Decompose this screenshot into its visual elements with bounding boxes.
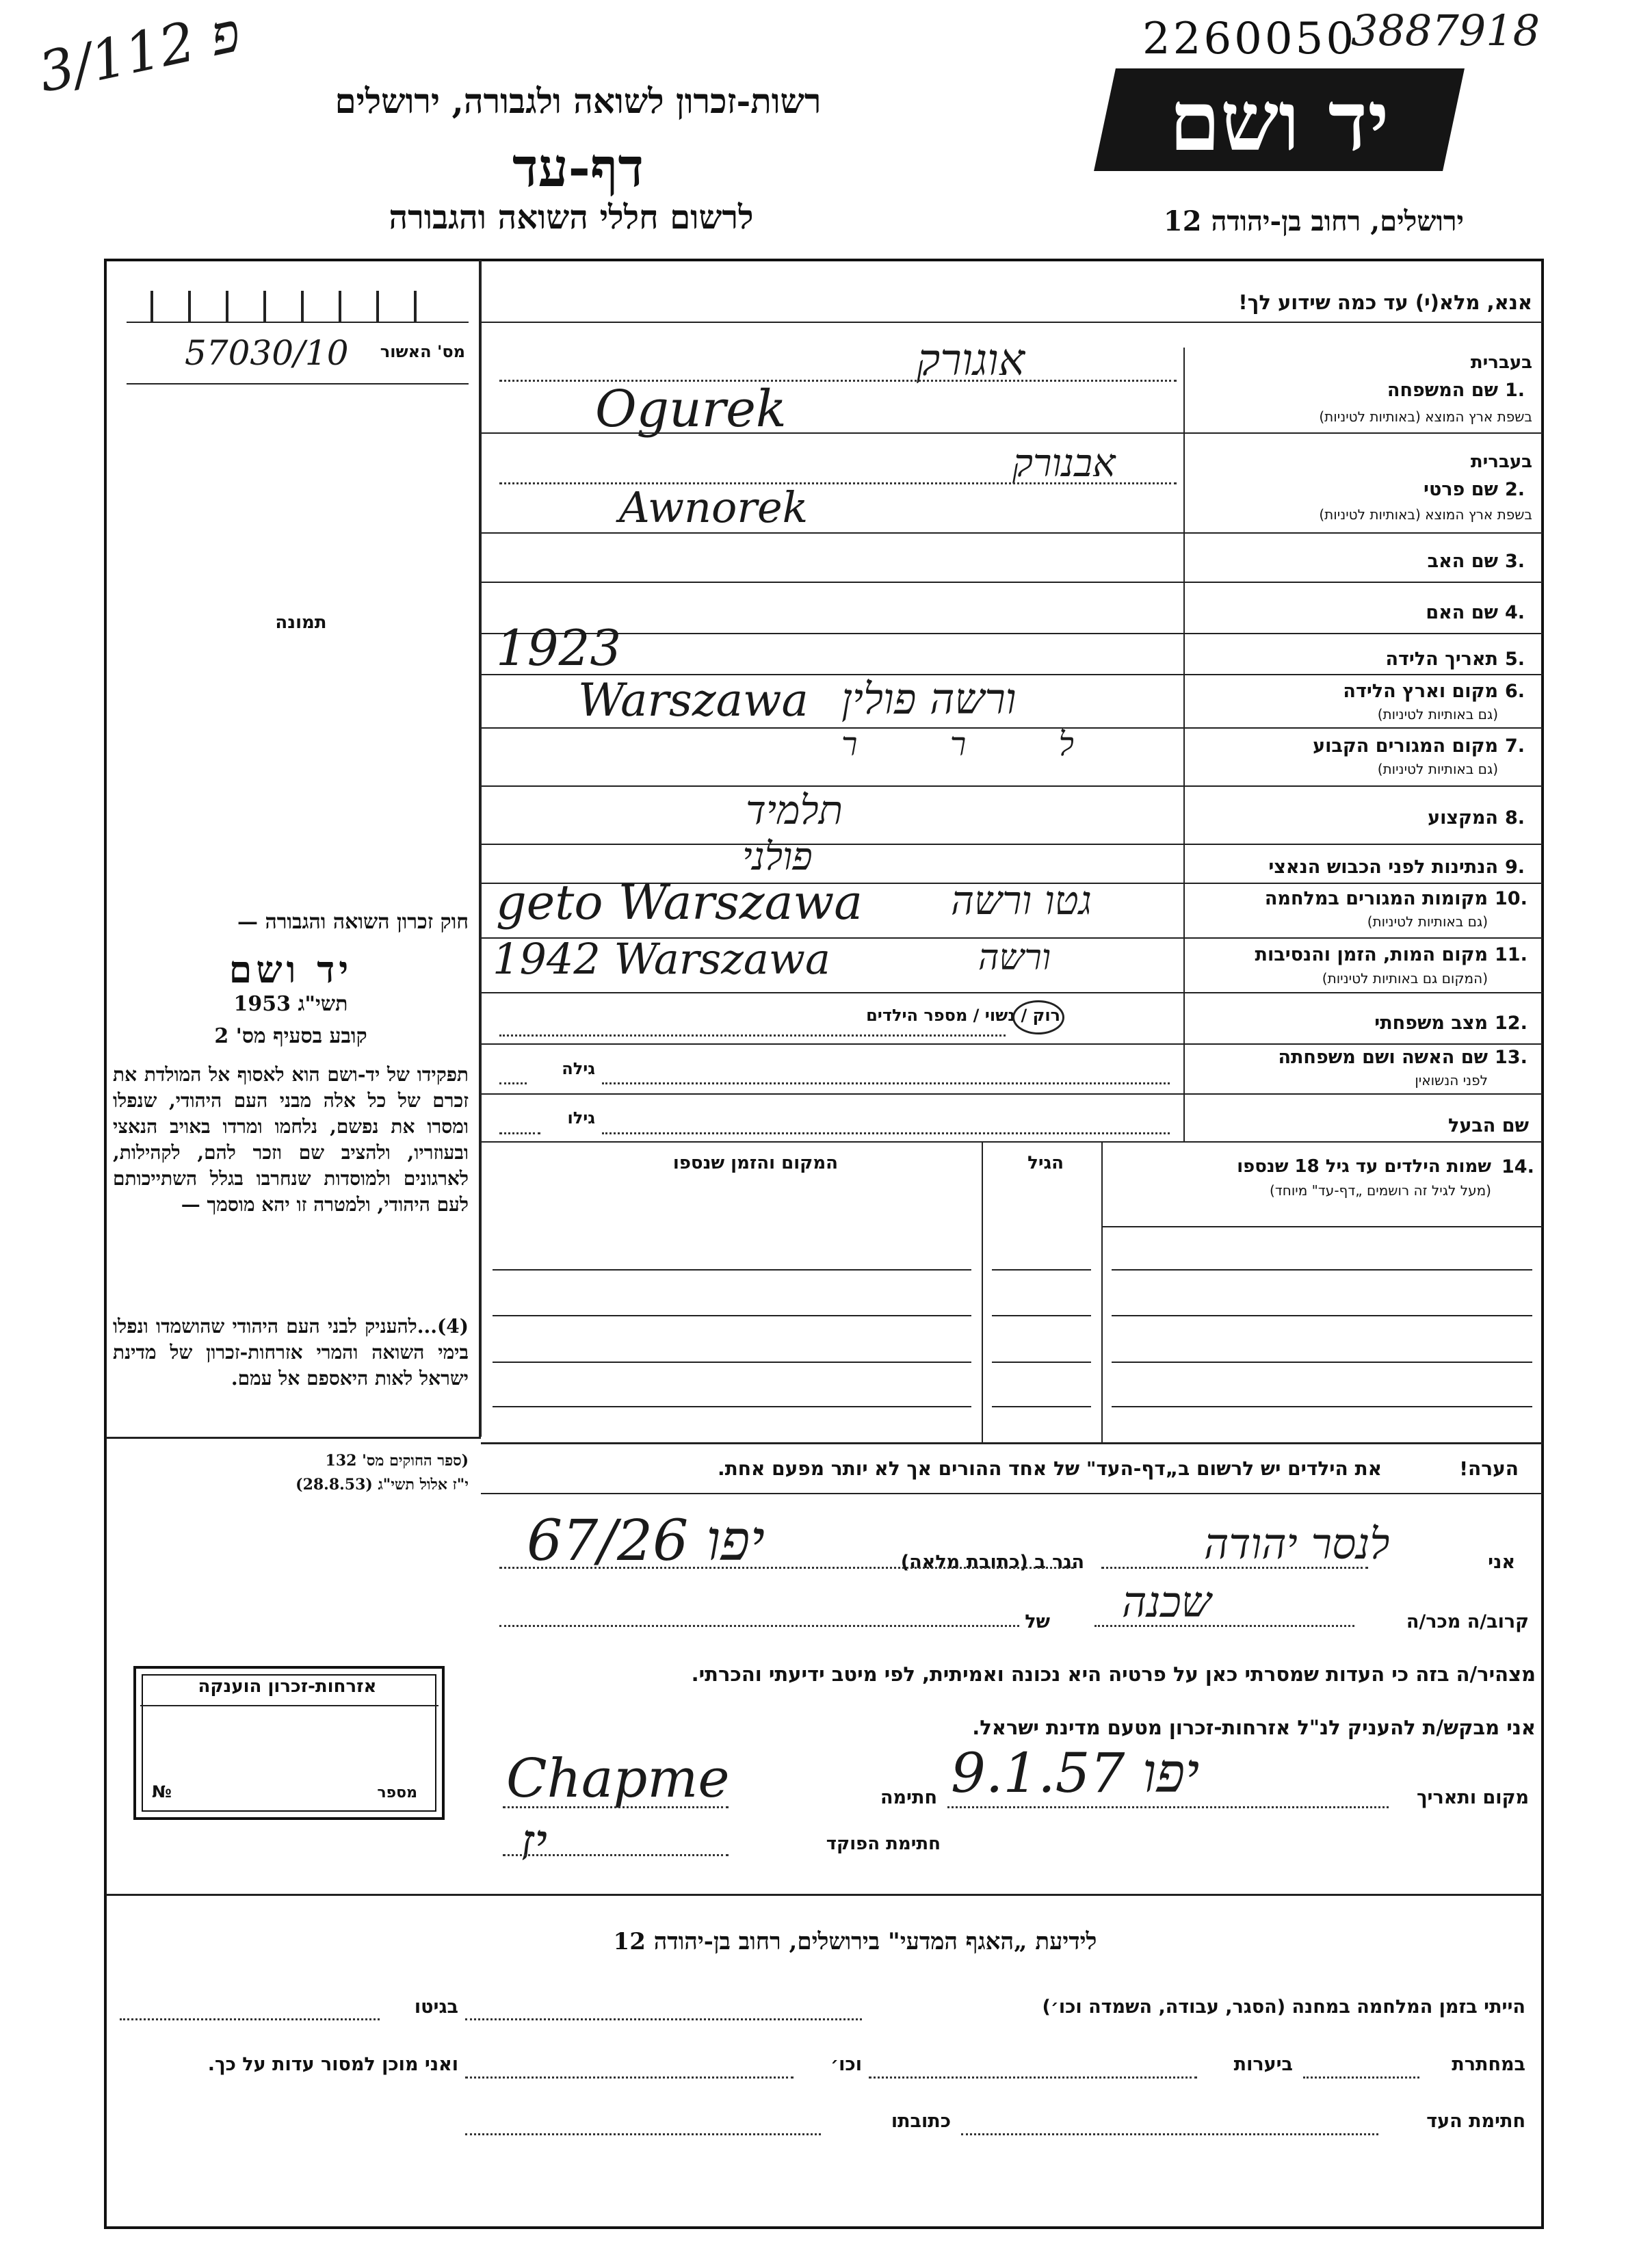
field-7-number: 7. [1505,735,1525,757]
field-10-hint: (גם באותיות לטיניות) [1367,913,1488,930]
field-14-number: 14. [1502,1156,1534,1177]
field-13-number: 13. [1495,1047,1528,1068]
field-1-value-hebrew[interactable]: אוגורק [917,335,1025,386]
law-name: יד ושם [228,948,353,991]
field-12-label: מצב משפחתי [1374,1013,1488,1034]
field-10-value-hebrew[interactable]: גטו ורשה [951,877,1092,924]
tick-marks [150,291,451,322]
form-intro: אנא, מלא(י) עד כמה שידוע לך! [1238,291,1532,314]
field-12-circle-mark [1012,1000,1064,1034]
declarant-address[interactable]: יפו 67/26 [527,1509,765,1574]
declarant-name[interactable]: לנסר יהודה [1204,1519,1390,1569]
field-1-lang: בעברית [1470,352,1532,373]
field-11-label: מקום המות, הזמן והנסיבות [1255,944,1488,965]
field-6-value-latin[interactable]: Warszawa [578,674,809,727]
declarant-i-label: אני [1488,1552,1515,1573]
field-11-hint: (המקום גם באותיות לטיניות) [1322,970,1488,987]
law-body: תפקידו של יד-ושם הוא לאסוף אל המולדת את זכרם של כל אלה מבני העם היהודי, שנפלו ומסרו את נפשם, נלחמו ומרדו באויב הנאצי ובעוזריו, ולהציב שם וזכר להם, לקהילות, לארגונים ולמוסדות שנחרבו בגלל השתייכותם לעם היהודי, ולמטרה זו יהא מוסמך — [113,1063,469,1216]
field-3-number: 3. [1505,551,1525,572]
field-11-value-latin[interactable]: 1942 Warszawa [493,934,830,984]
footer-address-label: כתובתו [891,2111,951,2132]
field-12-options[interactable]: רוק / נשוי / מספר הילדים [866,1006,1060,1025]
field-9-value[interactable]: פולני [742,835,813,879]
field-6-label: מקום וארץ הלידה [1343,681,1498,702]
field-9-number: 9. [1505,857,1525,878]
note-text: את הילדים יש לרשום ב„דף-העד" של אחד ההורים אך לא יותר מפעם אחת. [718,1457,1382,1480]
field-7-label: מקום המגורים הקבוע [1313,735,1498,757]
footer-willing-text: ואני מוכן למסור עדות על כך. [207,2054,458,2075]
law-source-date: י"ז אלול תשי"ג (28.8.53) [296,1476,469,1494]
children-place-header: המקום והזמן שנספו [672,1153,838,1173]
signature[interactable]: Chapme [506,1748,730,1810]
serial-handwritten: 3887918 [1351,5,1540,55]
footer-title: לידיעת „האגף המדעי" בירושלים, רחוב בן-יהודה 12 [613,1928,1097,1955]
address-label: הגר ב (כתובת מלאה) [900,1552,1084,1573]
field-8-label: המקצוע [1428,807,1498,829]
footer-forests-label: ביערות [1233,2054,1293,2075]
footer-etc-label: וכו׳ [830,2054,862,2075]
wife-age-label: גילה [562,1059,595,1078]
field-2-lang: בעברית [1470,452,1532,472]
request-text: אני מבקש/ת להעניק לנ"ל אזרחות-זכרון מטעם מדינת ישראל. [972,1716,1536,1739]
of-label: של [1025,1611,1050,1632]
field-2-hint: בשפת ארץ המוצא (באותיות לטיניות) [1319,506,1532,523]
law-item-4: (4)...להעניק לבני העם היהודי שהושמדו ונפלו בימי השואה והמרי אזרחות-זכרון של מדינת ישראל לאות היאספם אל עמם. [113,1315,469,1390]
photo-label: תמונה [275,612,327,633]
field-10-number: 10. [1495,888,1528,909]
field-9-label: הנתינות לפני הכבוש הנאצי [1268,857,1498,878]
law-clause: קובע בסעיף מס' 2 [214,1024,367,1048]
field-5-value[interactable]: 1923 [496,619,622,677]
children-names-hint: (מעל לגיל זה רושמים „דף-עד" מיוחד) [1270,1182,1491,1199]
approval-label: מס' האשור [380,342,465,361]
officer-signature-label: חתימת הפוקד [826,1834,941,1854]
certificate-number-label: מספר [377,1784,417,1801]
signature-label: חתימה [880,1787,937,1808]
field-2-value-hebrew[interactable]: אבנורק [1012,441,1116,486]
field-10-value-latin[interactable]: geto Warszawa [496,874,863,930]
note-label: הערה! [1459,1457,1519,1480]
field-5-label: תאריך הלידה [1385,649,1498,670]
field-5-number: 5. [1505,649,1525,670]
serial-number: 2260050 [1142,14,1357,64]
field-11-value-hebrew[interactable]: ורשה [978,937,1051,978]
field-13-hint: לפני הנשואין [1415,1072,1488,1089]
field-2-value-latin[interactable]: Awnorek [619,482,809,532]
relation-value[interactable]: שכנה [1122,1577,1211,1627]
margin-mark: פ 3/112 [33,0,246,105]
husband-label: שם הבעל [1447,1115,1529,1136]
field-6-hint: (גם באותיות לטיניות) [1377,706,1498,722]
footer-camp-text: הייתי בזמן המלחמה במחנה (הסגר, עבודה, השמדה וכו׳) [1042,1996,1525,2018]
children-names-header: שמות הילדים עד גיל 18 שנספו [1237,1156,1491,1177]
field-8-value[interactable]: תלמיד [746,787,843,833]
certificate-no-symbol: № [152,1782,172,1801]
certificate-title: אזרחות-זכרון הוענקה [198,1676,377,1697]
field-2-label: שם פרטי [1424,479,1498,500]
field-1-label: שם המשפחה [1387,380,1498,401]
field-4-label: שם האם [1426,602,1498,623]
field-6-value-hebrew[interactable]: ורשה פולין [841,674,1017,724]
field-11-number: 11. [1495,944,1528,965]
field-3-label: שם האב [1427,551,1498,572]
field-7-hint: (גם באותיות לטיניות) [1377,761,1498,777]
husband-age-label: גילו [567,1108,595,1128]
form-title: דף-עד [512,137,644,199]
law-title: חוק זכרון השואה והגבורה — [237,910,469,934]
field-10-label: מקומות המגורים במלחמה [1264,888,1488,909]
law-year: תשי"ג 1953 [233,992,348,1016]
declaration-text: מצהיר/ה בזה כי העדות שמסרתי כאן על פרטיה היא נכונה ואמיתית, לפי מיטב ידיעתי והכרתי. [691,1663,1536,1686]
field-8-number: 8. [1505,807,1525,829]
children-age-header: הגיל [1027,1153,1064,1173]
field-1-hint: בשפת ארץ המוצא (באותיות לטיניות) [1319,408,1532,425]
relation-label: קרוב/ה מכר/ה [1406,1611,1529,1632]
footer-ghetto-label: בגיטו [414,1996,458,2018]
footer-underground-label: במחתרת [1452,2054,1525,2075]
place-date-value[interactable]: יפו 9.1.57 [951,1741,1200,1805]
law-source: (ספר החוקים מס' 132 [325,1452,469,1470]
field-7-value[interactable]: ל ר ר [841,725,1115,764]
field-13-label: שם האשה ושם משפחתה [1278,1047,1488,1068]
field-2-number: 2. [1505,479,1525,500]
footer-witness-signature-label: חתימת העד [1426,2111,1525,2132]
field-4-number: 4. [1505,602,1525,623]
address: ירושלים, רחוב בן-יהודה 12 [1163,205,1464,237]
approval-number: 57030/10 [185,333,349,373]
field-1-number: 1. [1505,380,1525,401]
place-date-label: מקום ותאריך [1416,1787,1529,1808]
field-12-number: 12. [1495,1013,1528,1034]
authority-name: רשות-זכרון לשואה ולגבורה, ירושלים [335,81,822,121]
field-1-value-latin[interactable]: Ogurek [595,380,787,439]
form-subtitle: לרשום חללי השואה והגבורה [389,198,754,237]
logo-text: יד ושם [1169,73,1389,170]
officer-signature[interactable]: יז [520,1813,548,1872]
field-6-number: 6. [1505,681,1525,702]
